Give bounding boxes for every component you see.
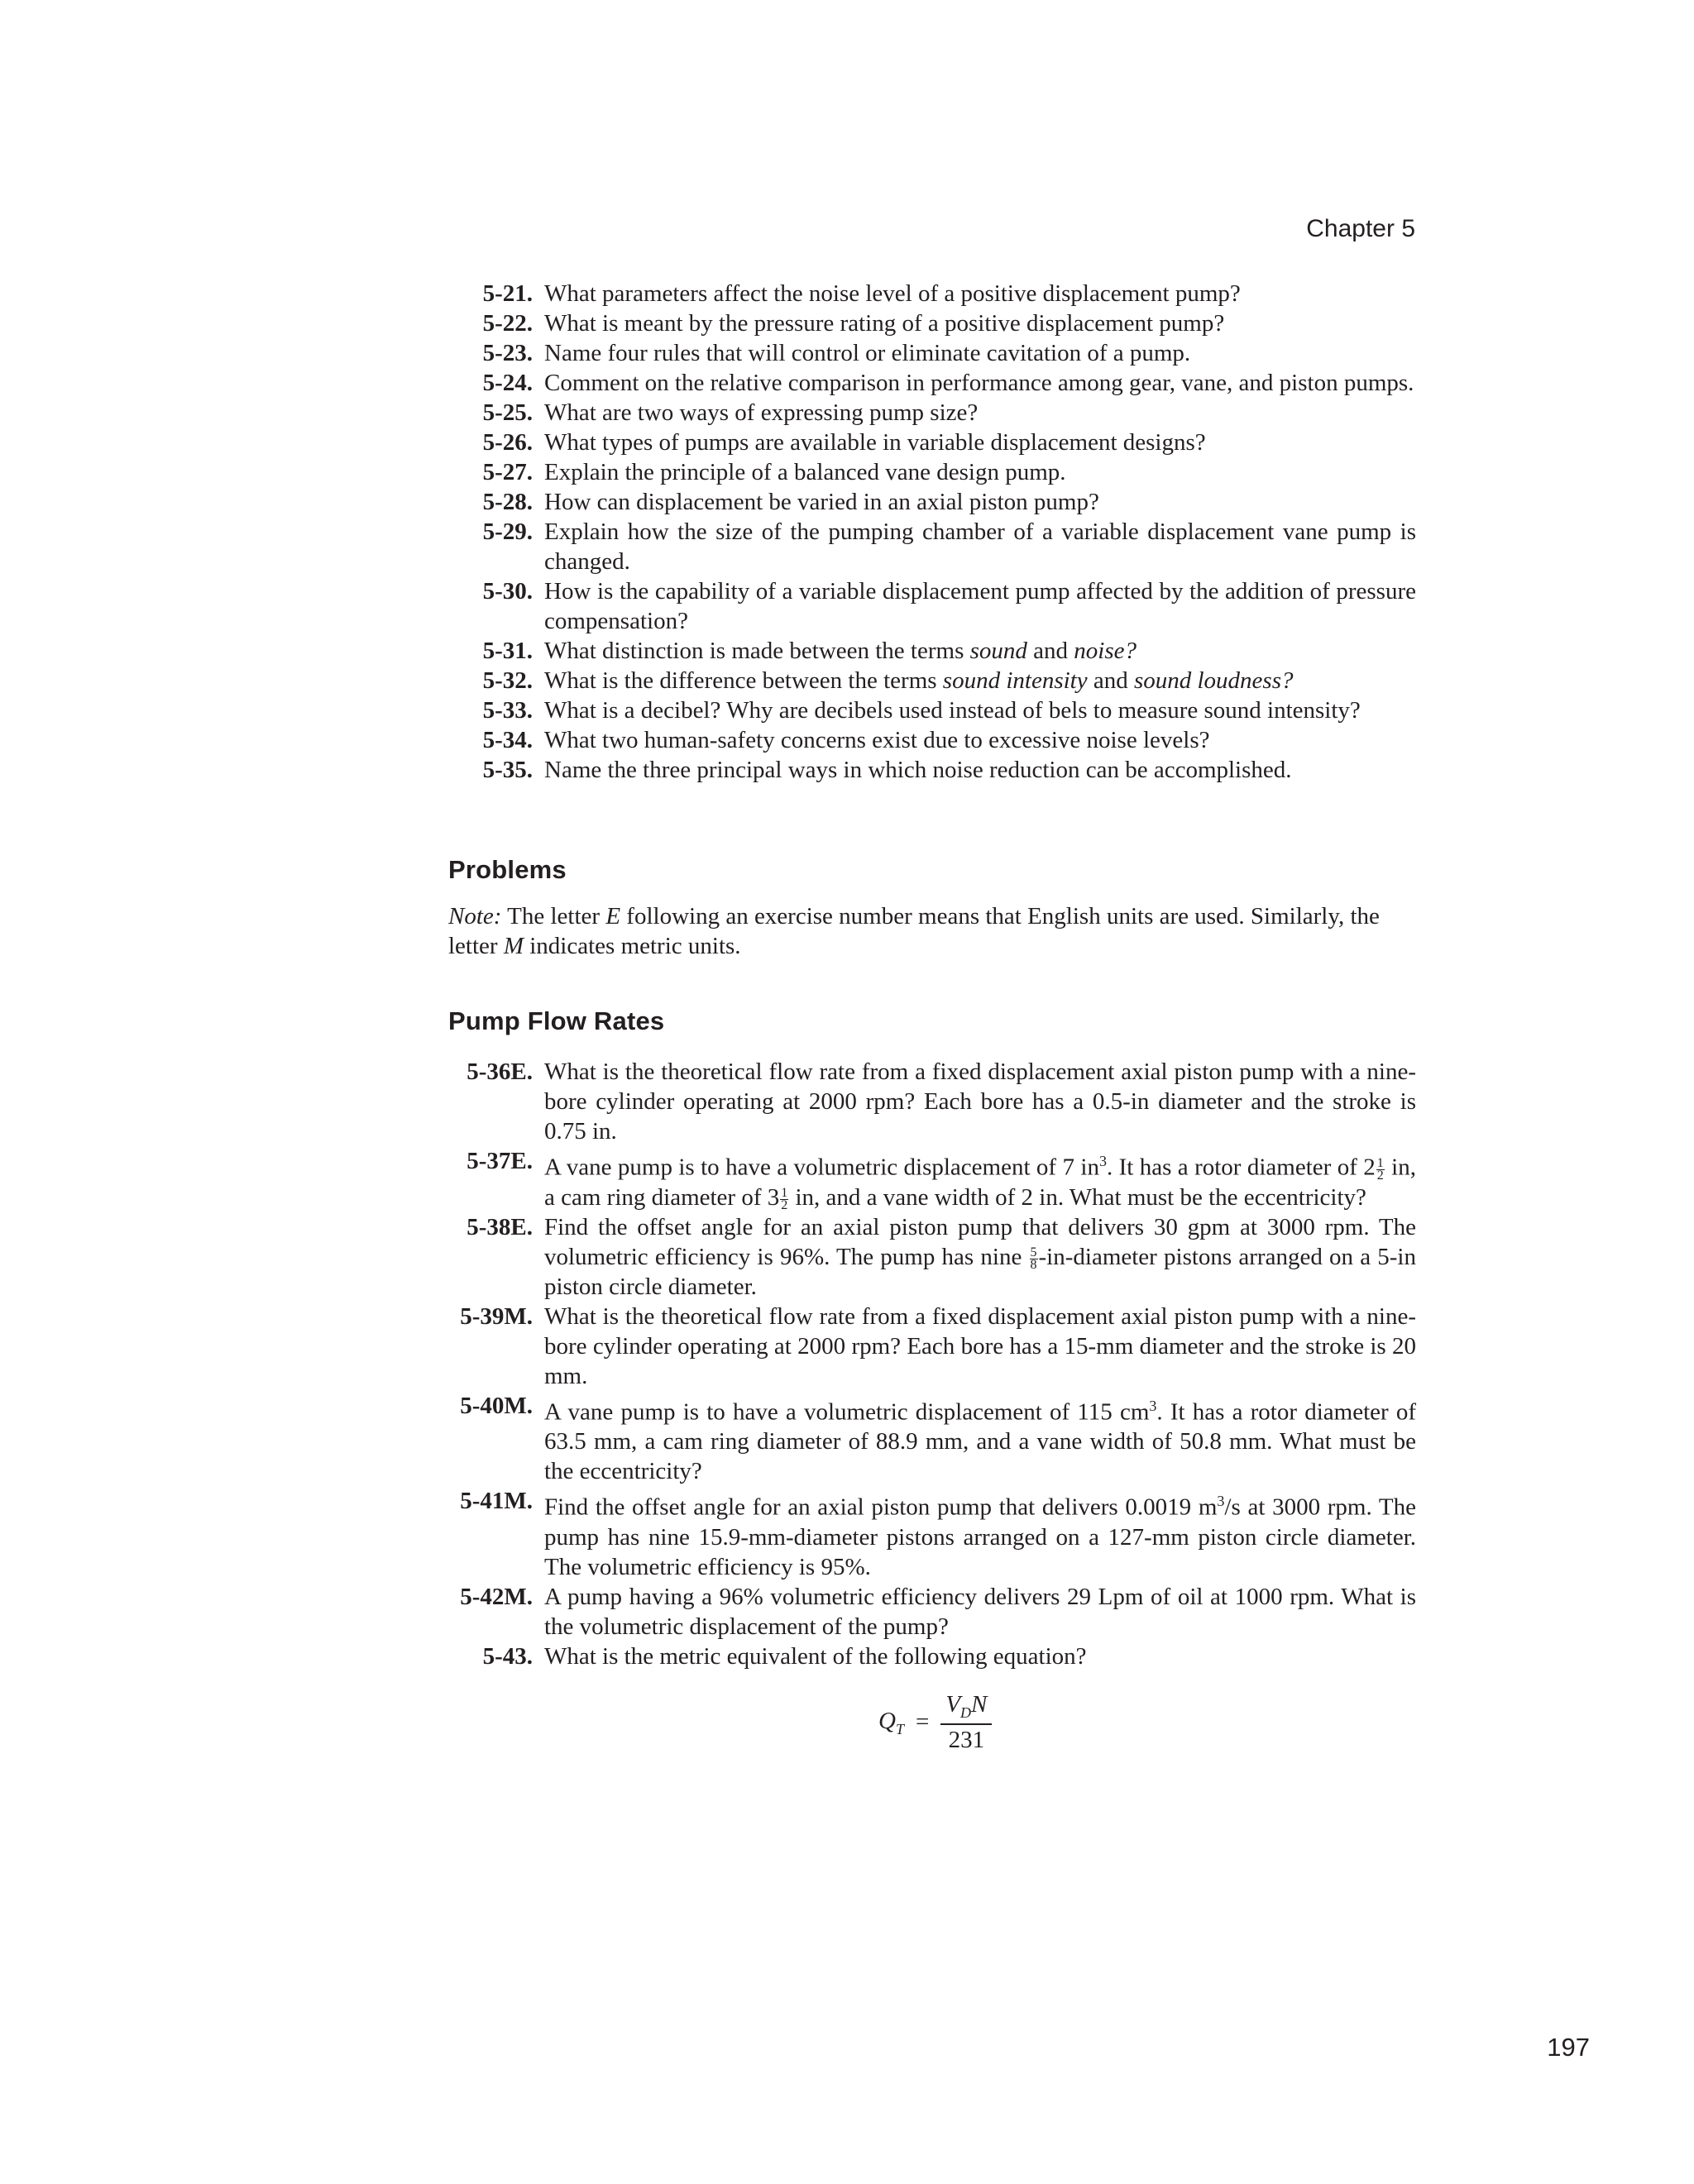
equation-symbol: N — [971, 1691, 988, 1718]
text-run: The letter — [501, 903, 606, 930]
text-run: indicates metric units. — [524, 933, 741, 959]
question-text — [544, 636, 1416, 666]
equation-subscript: D — [960, 1704, 972, 1721]
list-item — [448, 398, 1416, 428]
italic-term: sound loudness? — [1133, 667, 1294, 694]
problem-number: 5-36E. — [467, 1059, 533, 1085]
question-number: 5-26. — [482, 429, 533, 456]
equation-fraction — [940, 1691, 992, 1754]
question-number: 5-25. — [482, 399, 533, 426]
text-run: . It has a rotor diameter of 63.5 mm, a cam ring diameter of 88.9 mm, and a vane width of 50.8 mm. What must be the eccentricity? — [544, 1398, 1416, 1485]
question-text: What types of pumps are available in variable displacement designs? — [544, 429, 1206, 456]
question-number: 5-32. — [482, 667, 533, 694]
question-text: Name four rules that will control or eliminate cavitation of a pump. — [544, 340, 1191, 366]
italic-letter: E — [605, 903, 621, 930]
problem-text — [544, 1391, 1416, 1487]
problem-text — [544, 1146, 1416, 1212]
page-content — [448, 279, 1416, 1670]
question-text: Comment on the relative comparison in performance among gear, vane, and piston pumps. — [544, 370, 1414, 396]
question-text: What are two ways of expressing pump size? — [544, 399, 979, 426]
problem-number: 5-42M. — [460, 1583, 533, 1610]
fraction-denominator: 8 — [1030, 1257, 1037, 1272]
list-item — [448, 428, 1416, 457]
problem-number: 5-41M. — [460, 1488, 533, 1515]
problem-number: 5-40M. — [460, 1392, 533, 1419]
problems-note — [448, 901, 1416, 961]
list-item — [448, 636, 1416, 666]
list-item — [448, 755, 1416, 785]
list-item — [448, 1302, 1416, 1391]
list-item — [448, 279, 1416, 308]
fraction — [780, 1185, 788, 1212]
text-run: A vane pump is to have a volumetric displacement of 115 cm — [544, 1398, 1150, 1426]
question-number: 5-28. — [482, 489, 533, 515]
list-item — [448, 1057, 1416, 1146]
problem-number: 5-38E. — [467, 1213, 533, 1240]
text-run: in, and a vane width of 2 in. What must be the eccentricity? — [789, 1183, 1366, 1211]
problem-number: 5-39M. — [460, 1302, 533, 1330]
italic-term: sound — [969, 638, 1027, 664]
fraction-denominator: 2 — [1376, 1168, 1384, 1183]
superscript: 3 — [1217, 1493, 1225, 1510]
question-number: 5-27. — [482, 459, 533, 485]
problem-number: 5-37E. — [467, 1148, 533, 1174]
fraction — [1376, 1155, 1385, 1183]
question-number: 5-23. — [482, 340, 533, 366]
equation-symbol: Q — [878, 1707, 896, 1734]
equation-lhs — [878, 1708, 904, 1738]
question-number: 5-22. — [482, 310, 533, 337]
fraction — [1030, 1247, 1038, 1271]
problem-text: What is the metric equivalent of the following equation? — [544, 1642, 1087, 1670]
list-item — [448, 1212, 1416, 1302]
text-run: /s at 3000 rpm. The pump has nine 15.9-mm-diameter pistons arranged on a 127-mm piston circle diameter. The volumetric efficiency is 95%. — [544, 1493, 1416, 1580]
problem-text — [544, 1212, 1416, 1302]
text-run: Find the offset angle for an axial piston pump that delivers 0.0019 m — [544, 1493, 1218, 1521]
list-item — [448, 517, 1416, 576]
review-questions-list — [448, 279, 1416, 785]
text-run: A vane pump is to have a volumetric displacement of 7 in — [544, 1154, 1099, 1181]
problem-text: What is the theoretical flow rate from a fixed displacement axial piston pump with a nine-bore cylinder operating at 2000 rpm? Each bore has a 15-mm diameter and the stroke is 20 mm. — [544, 1302, 1416, 1389]
question-number: 5-21. — [482, 280, 533, 307]
list-item — [448, 1582, 1416, 1642]
list-item — [448, 457, 1416, 487]
fraction-numerator: 1 — [781, 1185, 788, 1200]
text-run: and — [1087, 667, 1134, 694]
text-run: following an exercise number means that English units are used. Similarly, the letter — [448, 903, 1380, 959]
fraction-numerator: 1 — [1376, 1155, 1384, 1170]
question-text: What is meant by the pressure rating of a positive displacement pump? — [544, 310, 1225, 337]
equals-sign: = — [915, 1708, 930, 1736]
problem-number: 5-43. — [482, 1642, 533, 1670]
superscript: 3 — [1149, 1397, 1157, 1414]
question-number: 5-29. — [482, 519, 533, 545]
text-run: What is the difference between the terms — [544, 667, 943, 694]
text-run: Find the offset angle for an axial piston pump that delivers 30 gpm at 3000 rpm. The volumetric efficiency is 96%. The pump has nine — [544, 1213, 1416, 1270]
list-item — [448, 1146, 1416, 1212]
question-text: What two human-safety concerns exist due to excessive noise levels? — [544, 727, 1210, 753]
equation-numerator — [940, 1691, 992, 1725]
text-run: What distinction is made between the terms — [544, 638, 970, 664]
list-item — [448, 308, 1416, 338]
italic-term: noise? — [1074, 638, 1137, 664]
question-number: 5-24. — [482, 370, 533, 396]
question-text: Name the three principal ways in which noise reduction can be accomplished. — [544, 757, 1292, 783]
fraction-numerator: 5 — [1030, 1245, 1037, 1259]
italic-term: sound intensity — [942, 667, 1088, 694]
list-item — [448, 1486, 1416, 1582]
chapter-header: Chapter 5 — [1306, 215, 1415, 242]
problems-list — [448, 1057, 1416, 1671]
question-number: 5-35. — [482, 757, 533, 783]
question-number: 5-34. — [482, 727, 533, 753]
question-text — [544, 666, 1416, 695]
question-number: 5-31. — [482, 638, 533, 664]
question-text: Explain the principle of a balanced vane design pump. — [544, 459, 1066, 485]
page-number: 197 — [1547, 2033, 1590, 2062]
list-item — [448, 487, 1416, 517]
list-item — [448, 338, 1416, 368]
question-text: How is the capability of a variable displacement pump affected by the addition of pressure compensation? — [544, 578, 1416, 634]
question-text: What is a decibel? Why are decibels used instead of bels to measure sound intensity? — [544, 697, 1361, 724]
fraction-denominator: 2 — [781, 1197, 788, 1212]
list-item — [448, 1391, 1416, 1487]
question-number: 5-33. — [482, 697, 533, 724]
equation-symbol: V — [945, 1691, 961, 1718]
note-label: Note: — [448, 903, 502, 930]
list-item — [448, 368, 1416, 398]
problem-text — [544, 1486, 1416, 1582]
question-number: 5-30. — [482, 578, 533, 605]
list-item — [448, 576, 1416, 636]
text-run: . It has a rotor diameter of 2 — [1106, 1154, 1376, 1181]
text-run: -in-diameter pistons arranged on a 5-in piston circle diameter. — [544, 1243, 1416, 1300]
text-run: in, a cam ring diameter of 3 — [544, 1154, 1416, 1211]
section-heading-pump-flow-rates: Pump Flow Rates — [448, 1006, 665, 1035]
list-item — [448, 1642, 1416, 1671]
question-text: Explain how the size of the pumping chamber of a variable displacement vane pump is changed. — [544, 519, 1416, 575]
list-item — [448, 725, 1416, 755]
list-item — [448, 695, 1416, 725]
problem-text: What is the theoretical flow rate from a fixed displacement axial piston pump with a nine-bore cylinder operating at 2000 rpm? Each bore has a 0.5-in diameter and the stroke is 0.75 in. — [544, 1059, 1416, 1145]
list-item — [448, 666, 1416, 695]
question-text: How can displacement be varied in an axial piston pump? — [544, 489, 1099, 515]
italic-letter: M — [503, 933, 524, 959]
equation-subscript: T — [895, 1720, 904, 1737]
flow-rate-equation — [878, 1691, 992, 1754]
section-heading-problems: Problems — [448, 855, 567, 884]
problem-text: A pump having a 96% volumetric efficiency delivers 29 Lpm of oil at 1000 rpm. What is the volumetric displacement of the pump? — [544, 1583, 1416, 1640]
equation-denominator: 231 — [948, 1726, 985, 1753]
question-text: What parameters affect the noise level of a positive displacement pump? — [544, 280, 1241, 307]
superscript: 3 — [1098, 1153, 1107, 1169]
text-run: and — [1026, 638, 1074, 664]
